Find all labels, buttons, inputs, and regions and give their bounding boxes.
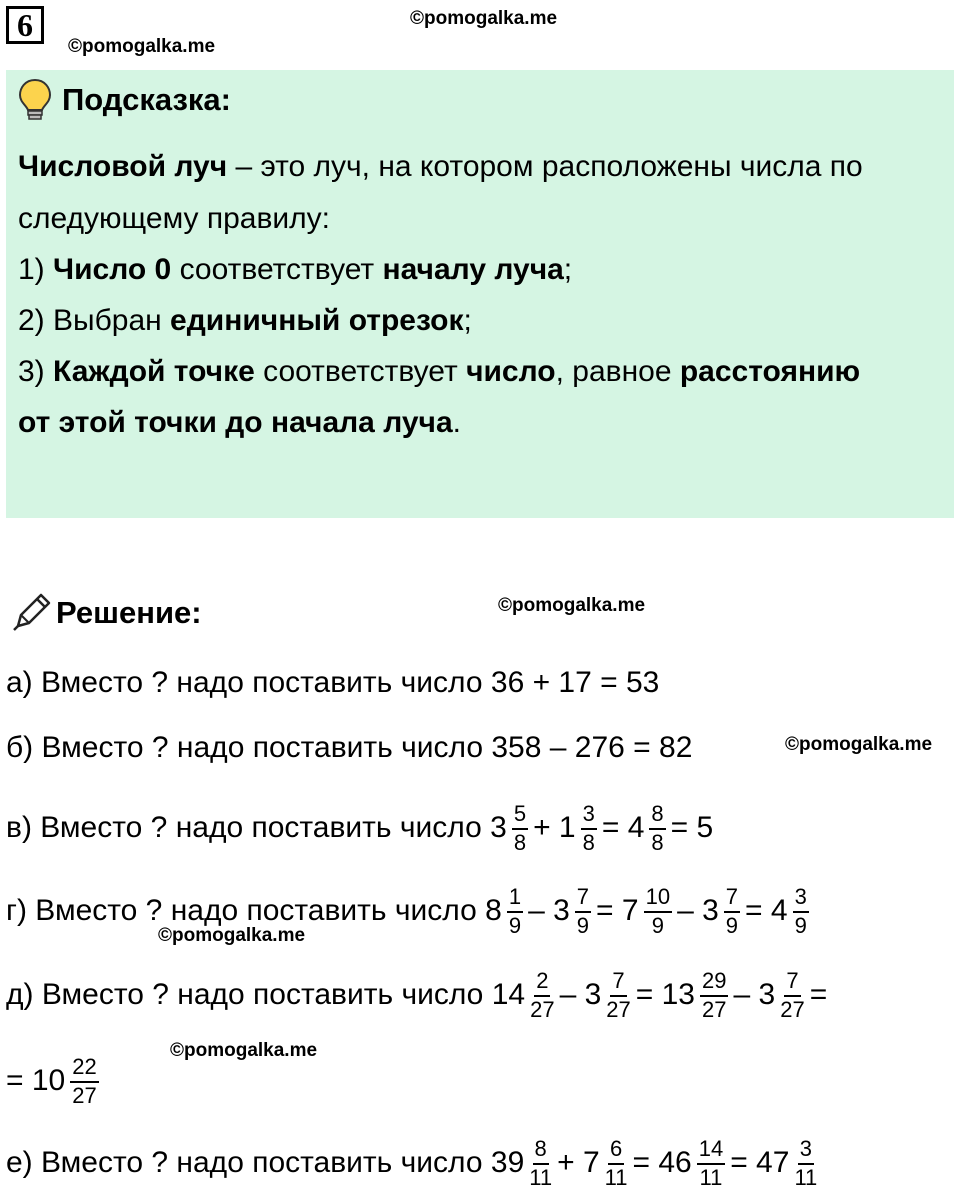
- hint-line-1: Числовой луч – это луч, на котором расположены числа по: [18, 150, 863, 183]
- solution-d: д) Вместо ? надо поставить число 14 $\frac{2}{27}$ – 3 $\frac{7}{27}$ = 13 $\frac{29}{27}$ – 3 $\frac{7}{27}$ =: [6, 967, 828, 1022]
- hint-line-4: 2) Выбран единичный отрезок;: [18, 304, 472, 337]
- watermark: ©pomogalka.me: [498, 595, 646, 616]
- hint-box: [6, 70, 954, 518]
- fraction: $\frac{7}{27}$: [780, 967, 805, 1022]
- fraction: $\frac{10}{9}$: [645, 883, 671, 938]
- solution-g: г) Вместо ? надо поставить число 8 $\frac{1}{9}$ – 3 $\frac{7}{9}$ = 7 $\frac{10}{9}$ – 3 $\frac{7}{9}$ = 4 $\frac{3}{9}$: [6, 883, 807, 938]
- hint-line-5: 3) Каждой точке соответствует число, равное расстоянию: [18, 355, 861, 388]
- pencil-icon: [10, 590, 54, 634]
- watermark: ©pomogalka.me: [170, 1040, 318, 1061]
- fraction: $\frac{3}{9}$: [794, 883, 807, 938]
- solution-a: а) Вместо ? надо поставить число 36 + 17 = 53: [6, 666, 660, 699]
- fraction: $\frac{7}{9}$: [725, 883, 739, 938]
- watermark: ©pomogalka.me: [158, 925, 306, 946]
- solution-e: е) Вместо ? надо поставить число 39 $\frac{8}{11}$ + 7 $\frac{6}{11}$ = 46 $\frac{14}{11}$ = 47 $\frac{3}{11}$: [6, 1135, 818, 1190]
- fraction: $\frac{1}{9}$: [508, 883, 522, 938]
- fraction: $\frac{5}{8}$: [513, 800, 527, 855]
- solution-d-continued: = 10 $\frac{22}{27}$: [6, 1053, 97, 1108]
- fraction: $\frac{2}{27}$: [530, 967, 555, 1022]
- fraction: $\frac{14}{11}$: [698, 1135, 724, 1190]
- fraction: $\frac{6}{11}$: [604, 1135, 628, 1190]
- fraction: $\frac{3}{8}$: [582, 800, 595, 855]
- watermark: ©pomogalka.me: [410, 8, 558, 29]
- hint-line-3: 1) Число 0 соответствует началу луча;: [18, 253, 573, 286]
- fraction: $\frac{8}{8}$: [651, 800, 664, 855]
- solution-v: в) Вместо ? надо поставить число 3 $\frac{5}{8}$ + 1 $\frac{3}{8}$ = 4 $\frac{8}{8}$ = 5: [6, 800, 714, 855]
- lightbulb-icon: [17, 78, 53, 122]
- fraction: $\frac{29}{27}$: [702, 967, 727, 1022]
- watermark: ©pomogalka.me: [68, 36, 216, 57]
- hint-line-6: от этой точки до начала луча.: [18, 406, 461, 439]
- solution-b: б) Вместо ? надо поставить число 358 – 276 = 82: [6, 731, 693, 764]
- solution-title: Решение:: [56, 595, 202, 630]
- hint-title: Подсказка:: [62, 82, 231, 117]
- fraction: $\frac{7}{27}$: [606, 967, 631, 1022]
- task-number: 6: [6, 6, 44, 44]
- hint-line-2: следующему правилу:: [18, 202, 331, 235]
- fraction: $\frac{7}{9}$: [576, 883, 590, 938]
- watermark: ©pomogalka.me: [785, 734, 933, 755]
- fraction: $\frac{3}{11}$: [794, 1135, 818, 1190]
- fraction: $\frac{22}{27}$: [72, 1053, 97, 1108]
- fraction: $\frac{8}{11}$: [529, 1135, 553, 1190]
